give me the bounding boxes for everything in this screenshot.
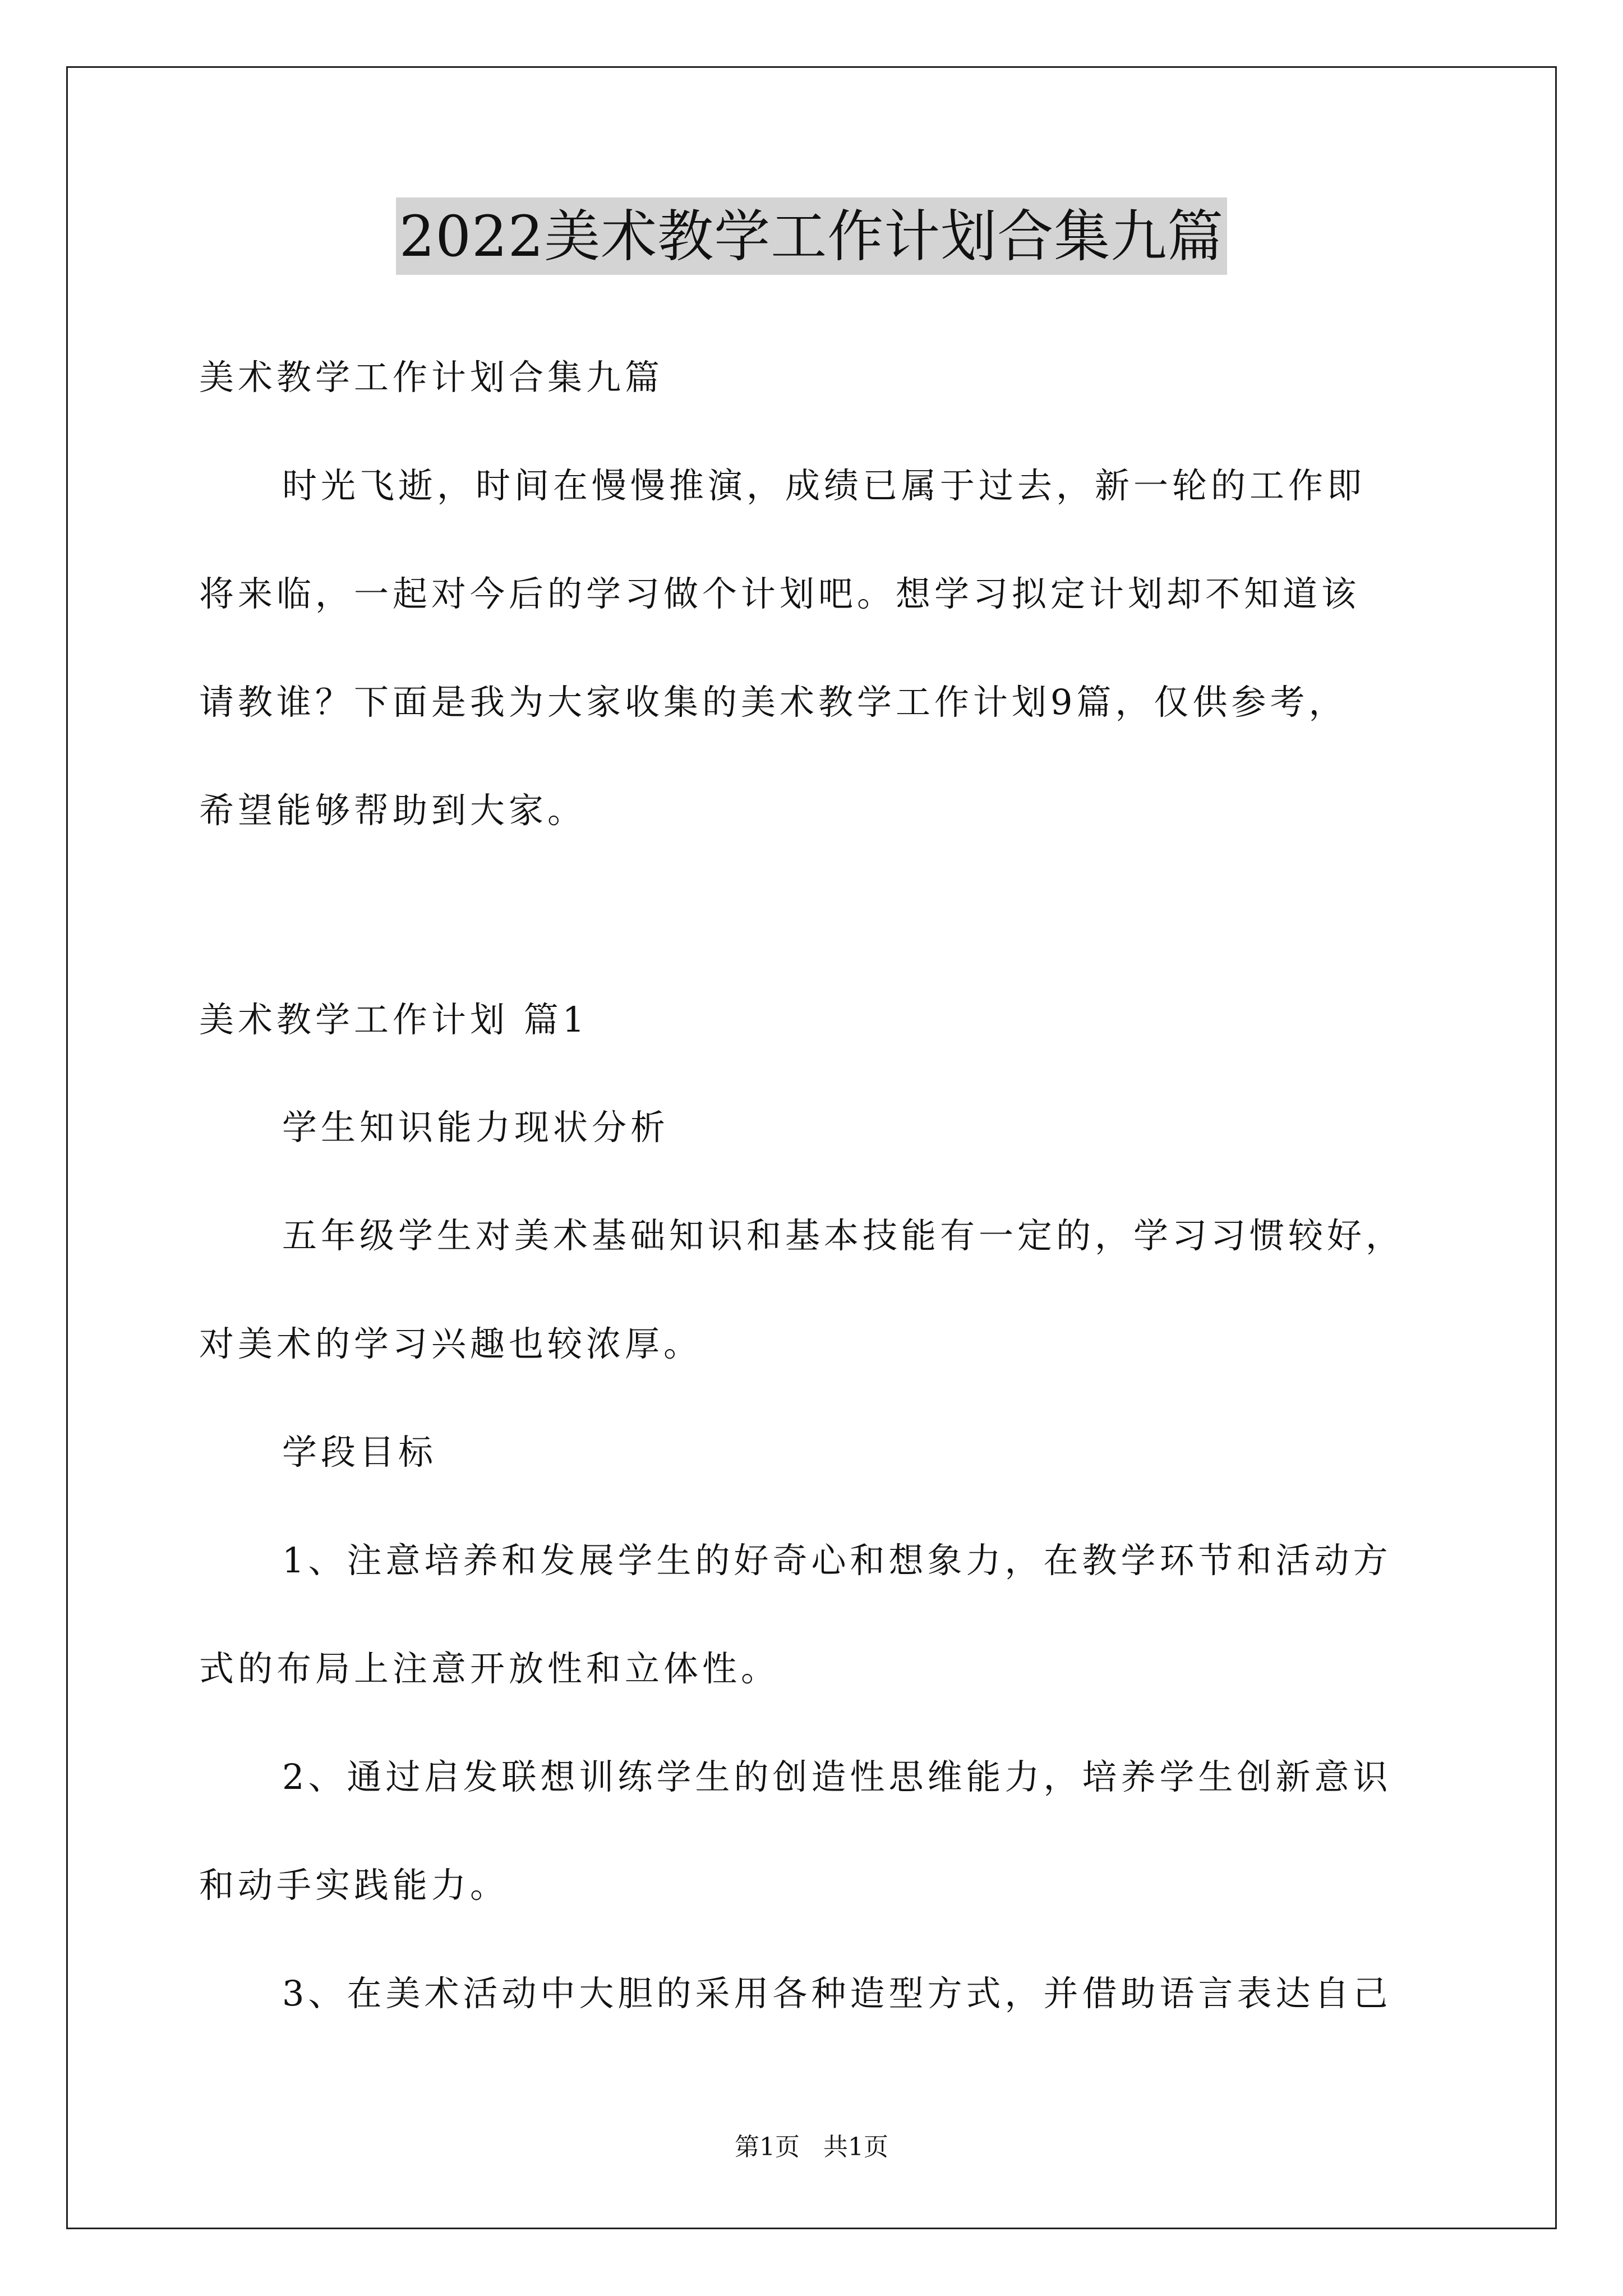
- goals-heading: 学段目标: [282, 1432, 437, 1473]
- goal-1-line-2: 式的布局上注意开放性和立体性。: [199, 1648, 780, 1689]
- page-footer: [0, 2132, 1623, 2163]
- analysis-line-1: 五年级学生对美术基础知识和基本技能有一定的，学习习惯较好，: [282, 1215, 1405, 1256]
- goal-2-line-1: 2、通过启发联想训练学生的创造性思维能力，培养学生创新意识: [282, 1756, 1392, 1797]
- section-heading: 美术教学工作计划 篇1: [199, 999, 589, 1040]
- page-number: 第1页: [735, 2133, 800, 2161]
- intro-line-2: 将来临，一起对今后的学习做个计划吧。想学习拟定计划却不知道该: [199, 573, 1361, 614]
- goal-3-line-1: 3、在美术活动中大胆的采用各种造型方式，并借助语言表达自己: [282, 1973, 1392, 2014]
- intro-line-1: 时光飞逝，时间在慢慢推演，成绩已属于过去，新一轮的工作即: [282, 465, 1366, 506]
- intro-line-3: 请教谁？下面是我为大家收集的美术教学工作计划9篇，仅供参考，: [199, 682, 1348, 723]
- page-total: 共1页: [823, 2133, 888, 2161]
- document-title: 2022美术教学工作计划合集九篇: [396, 197, 1228, 275]
- intro-line-4: 希望能够帮助到大家。: [199, 790, 587, 831]
- analysis-heading: 学生知识能力现状分析: [282, 1107, 670, 1148]
- subtitle: 美术教学工作计划合集九篇: [199, 357, 664, 398]
- goal-2-line-2: 和动手实践能力。: [199, 1865, 509, 1906]
- title-container: [0, 197, 1623, 275]
- analysis-line-2: 对美术的学习兴趣也较浓厚。: [199, 1323, 703, 1364]
- goal-1-line-1: 1、注意培养和发展学生的好奇心和想象力，在教学环节和活动方: [282, 1540, 1392, 1581]
